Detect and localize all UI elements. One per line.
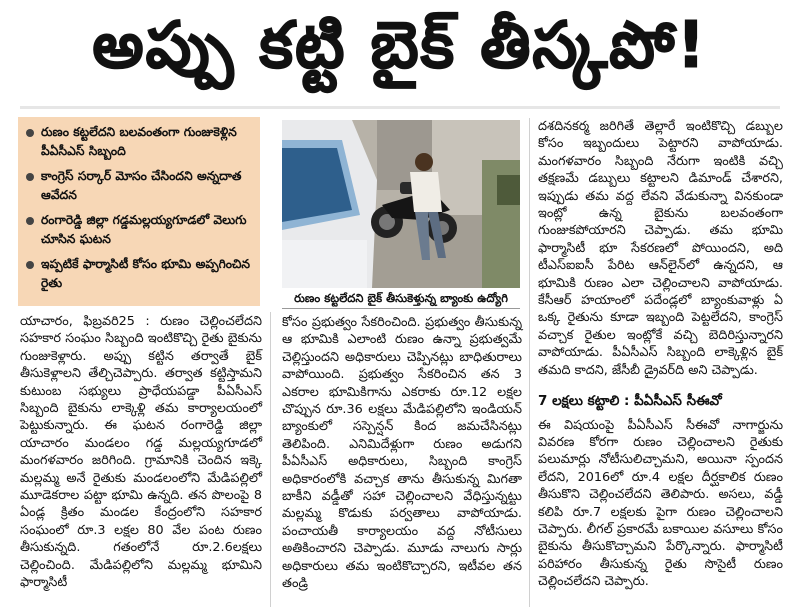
highlight-item [26, 167, 254, 204]
bullet-icon [26, 129, 34, 137]
article-paragraph: దశదినకర్మ జరిగితే తెల్లారే ఇంటికొచ్చి డబ్బుల కోసం ఇబ్బందులు పెట్టారని వాపోయాడు. మంగళవారం సిబ్బంది నేరుగా ఇంటికి వచ్చి తక్షణమే డబ్బులు కట్టాలని డిమాండ్ చేశారని, ఇప్పుడు తమ వద్ద లేవని వేడుకున్నా వినకుండా ఇంట్లో ఉన్న బైకును బలవంతంగా గుంజుకపోయారని చెప్పాడు. తమ భూమి ఫార్మాసిటీ భూ సేకరణలో పోయిందని, అది టీఎస్ఐఐసీ పేరిట ఆన్‌లైన్‌లో ఉన్నదని, ఆ భూమికి రుణం ఎలా చెల్లించాలని వాపోయాడు. కేసీఆర్ హయాంలో పదేండ్లలో బ్యాంకువాళ్లు ఏ ఒక్క రైతును కూడా ఇబ్బంది పెట్టలేదని, కాంగ్రెస్ వచ్చాక రైతుల ఇంట్లోకే వచ్చి బెదిరిస్తున్నారని వాపోయాడు. పీఏసీఎస్ సిబ్బంది లాక్కెళ్లిన బైక్ తమది కాదని, జేసీబీ డ్రైవర్‌ది అని చెప్పాడు. [538, 119, 783, 378]
article-paragraph: యాచారం, ఫిబ్రవరి25 : రుణం చెల్లించలేదని సహకార సంఘం సిబ్బంది ఇంటికొచ్చి రైతు బైకును గుంజుకెళ్లారు. అప్పు కట్టిన తర్వాతే బైక్ తీసుకెళ్లాలని తేల్చిచెప్పారు. తర్వాత కట్టిస్తామని కుటుంబ సభ్యులు ప్రాధేయపడ్డా పీఏసీఎస్ సిబ్బంది బైకును లాక్కెళ్లి తమ కార్యాలయంలో పెట్టుకున్నారు. ఈ ఘటన రంగారెడ్డి జిల్లా యాచారం మండలం గడ్డ మల్లయ్యగూడలో మంగళవారం జరిగింది. గ్రామానికి చెందిన ఇక్కె మల్లమ్మ అనే రైతుకు మండలంలోని మేడిపల్లిలో మూడెకరాల పట్టా భూమి ఉన్నది. తన పొలంపై 8 ఏండ్ల క్రితం మండల కేంద్రంలోని సహకార సంఘంలో రూ.3 లక్షల 80 వేల పంట రుణం తీసుకున్నది. గతంలోనే రూ.2.6లక్షలు చెల్లించింది. మేడిపల్లిలోని మల్లమ్మ భూమిని ఫార్మాసిటీ [20, 314, 262, 591]
column-divider [529, 118, 530, 607]
caption-divider [282, 308, 520, 309]
subheading: 7 లక్షలు కట్టాలి : పీఏసీఎస్ సీఈవో [538, 393, 722, 410]
article-paragraph: ఈ విషయంపై పీఏసీఎస్ సీఈవో నాగార్జును వివరణ కోరగా రుణం చెల్లించాలని రైతుకు పలుమార్లు నోటీసులిచ్చామని, అయినా స్పందన లేదని, 2016లో రూ.4 లక్షల దీర్ఘకాలిక రుణం తీసుకొని చెల్లించలేదని తెలిపారు. అసలు, వడ్డీ కలిపి రూ.7 లక్షలకు పైగా రుణం చెల్లించాలని చెప్పారు. లీగల్ ప్రకారమే బకాయిల వసూలు కోసం బైకును తీసుకొచ్చామని పేర్కొన్నారు. ఫార్మాసిటీ పరిహారం తీసుకున్న రైతు సొసైటీ రుణం చెల్లించలేదని చెప్పారు. [538, 417, 783, 590]
photo-scene-illustration [282, 120, 520, 288]
bullet-icon [26, 173, 34, 181]
photo-caption: రుణం కట్టలేదని బైక్ తీసుకెళ్తున్న బ్యాంకు ఉద్యోగి [294, 291, 508, 305]
highlight-item [26, 255, 254, 292]
highlight-text: ఇప్పటికే ఫార్మాసిటీ కోసం భూమి అప్పగించిన రైతు [41, 257, 251, 290]
headline-divider [20, 106, 780, 109]
highlight-item [26, 211, 254, 248]
highlight-text: రుణం కట్టలేదని బలవంతంగా గుంజుకెళ్లిన పీఏసీఎస్ సిబ్బంది [41, 125, 237, 158]
highlight-item [26, 123, 254, 160]
headline-text: అప్పు కట్టి బైక్ తీస్కపో! [92, 8, 708, 83]
highlight-text: రంగారెడ్డి జిల్లా గడ్డమల్లయ్యగూడలో వెలుగు చూసిన ఘటన [41, 213, 247, 246]
news-photo [282, 120, 520, 288]
article-column-2 [282, 314, 522, 593]
highlight-text: కాంగ్రెస్ సర్కార్ మోసం చేసిందని అన్నదాత ఆవేదన [41, 169, 242, 202]
article-column-1 [20, 313, 262, 592]
bullet-icon [26, 217, 34, 225]
article-column-3 [538, 118, 783, 591]
highlights-box [18, 117, 260, 306]
column-divider [270, 312, 271, 607]
bullet-icon [26, 261, 34, 269]
headline [0, 0, 800, 106]
article-paragraph: కోసం ప్రభుత్వం సేకరించింది. ప్రభుత్వం తీసుకున్న ఆ భూమికి ఎలాంటి రుణం ఉన్నా ప్రభుత్వమే చెల్లిస్తుందని అధికారులు చెప్పినట్లు బాధితురాలు వాపోయింది. ప్రభుత్వం సేకరించిన తన 3 ఎకరాల భూమికిగాను ఎకరాకు రూ.12 లక్షల చొప్పున రూ.36 లక్షలు మేడిపల్లిలోని ఇండియన్ బ్యాంకులో సస్పెన్షన్ కింద జమచేసినట్లు తెలిపింది. ఎనిమిదేళ్లుగా రుణం అడుగని పీఏసీఎస్ అధికారులు, సిబ్బంది కాంగ్రెస్ అధికారంలోకి వచ్చాక తాను తీసుకున్న మిగతా బాకీని వడ్డీతో సహా చెల్లించాలని వేధిస్తున్నట్టు మల్లమ్మ కొడుకు పర్వతాలు వాపోయాడు. పంచాయతీ కార్యాలయం వద్ద నోటీసులు అతికించారని చెప్పాడు. మూడు నాలుగు సార్లు అధికారులు తమ ఇంటికొచ్చారని, ఇటీవల తన తండ్రి [282, 315, 522, 592]
